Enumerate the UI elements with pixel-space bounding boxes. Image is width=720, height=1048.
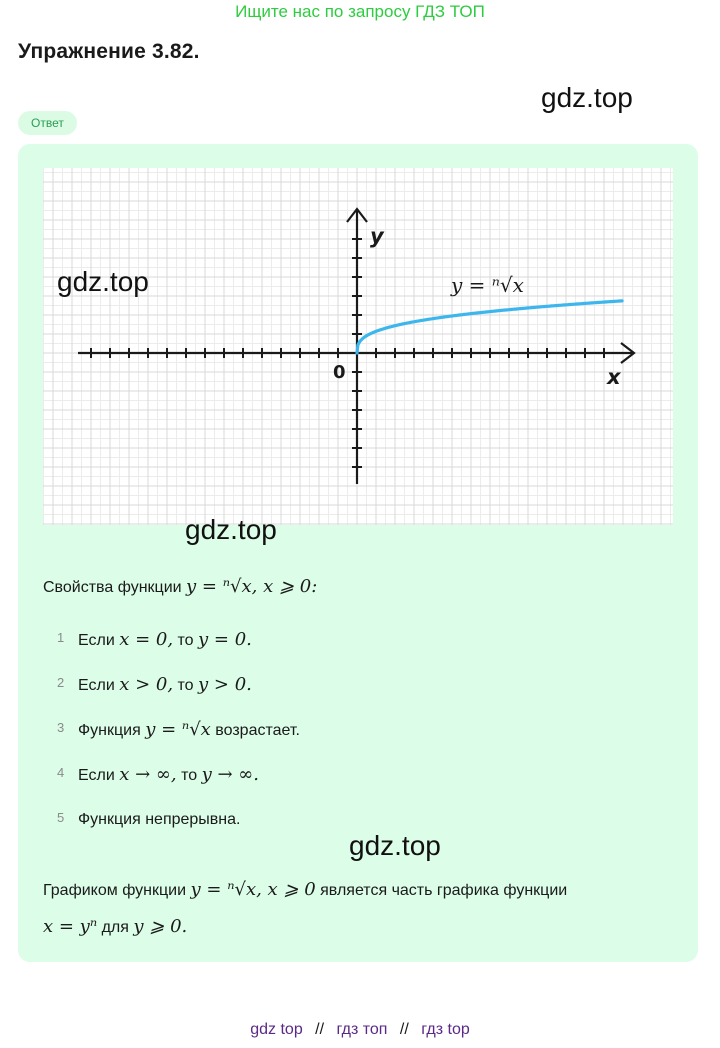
conclusion-math: y = ⁿ√x, x ⩾ 0 [190,879,316,900]
axes [78,209,634,484]
list-item-number: 5 [57,810,65,825]
list-item-math: x > 0, [119,674,174,695]
list-item [43,716,663,761]
properties-intro [43,576,317,597]
conclusion-text: Графиком функции [43,882,187,899]
conclusion [43,872,673,946]
properties-intro-math: y = ⁿ√x, x ⩾ 0: [186,576,318,597]
footer-link[interactable]: гдз топ [336,1021,388,1038]
footer-separator: // [315,1021,325,1038]
origin-label: 0 [333,362,346,383]
list-item-number: 4 [57,765,65,780]
list-item-math: y → ∞. [201,764,259,785]
list-item-pre: Если [78,677,115,694]
list-item-math: y > 0. [198,674,252,695]
list-item-text [78,761,259,790]
list-item-mid: возрастает. [215,722,300,739]
curve-label: y = ⁿ√x [451,273,524,297]
watermark: gdz.top [541,82,633,113]
x-axis-label: x [607,365,621,389]
list-item-pre: Если [78,767,115,784]
conclusion-math: y ⩾ 0. [133,916,188,937]
properties-intro-text: Свойства функции [43,579,182,596]
graph-svg [43,168,673,525]
list-item-mid: то [181,767,198,784]
conclusion-text: является часть графика функции [320,882,568,899]
list-item-math: x → ∞, [119,764,177,785]
list-item [43,761,663,806]
watermark: gdz.top [185,514,277,545]
footer-links [0,1021,720,1039]
list-item-text [78,716,300,745]
list-item-text [78,806,240,834]
list-item-mid: то [177,632,194,649]
function-graph [43,168,673,525]
answer-badge[interactable]: Ответ [18,111,77,135]
footer-link[interactable]: gdz top [250,1021,303,1038]
list-item-number: 3 [57,720,65,735]
footer-separator: // [399,1021,409,1038]
watermark: gdz.top [349,830,441,861]
page-title: Упражнение 3.82. [18,40,200,63]
search-banner[interactable]: Ищите нас по запросу ГДЗ ТОП [235,2,485,21]
list-item-text [78,671,252,700]
footer-link[interactable]: гдз top [421,1021,470,1038]
list-item-number: 2 [57,675,65,690]
list-item-mid: то [177,677,194,694]
list-item [43,626,663,671]
list-item-math: x = 0, [119,629,174,650]
list-item-math: y = 0. [198,629,252,650]
conclusion-text: для [101,919,129,936]
list-item-pre: Функция непрерывна. [78,811,241,828]
list-item [43,671,663,716]
list-item-math: y = ⁿ√x [145,719,211,740]
properties-list [43,626,663,851]
y-axis-label: y [370,224,384,248]
list-item-pre: Если [78,632,115,649]
list-item-pre: Функция [78,722,141,739]
list-item-number: 1 [57,630,65,645]
watermark: gdz.top [57,266,149,297]
list-item-text [78,626,252,655]
conclusion-math: x = yⁿ [43,916,98,937]
